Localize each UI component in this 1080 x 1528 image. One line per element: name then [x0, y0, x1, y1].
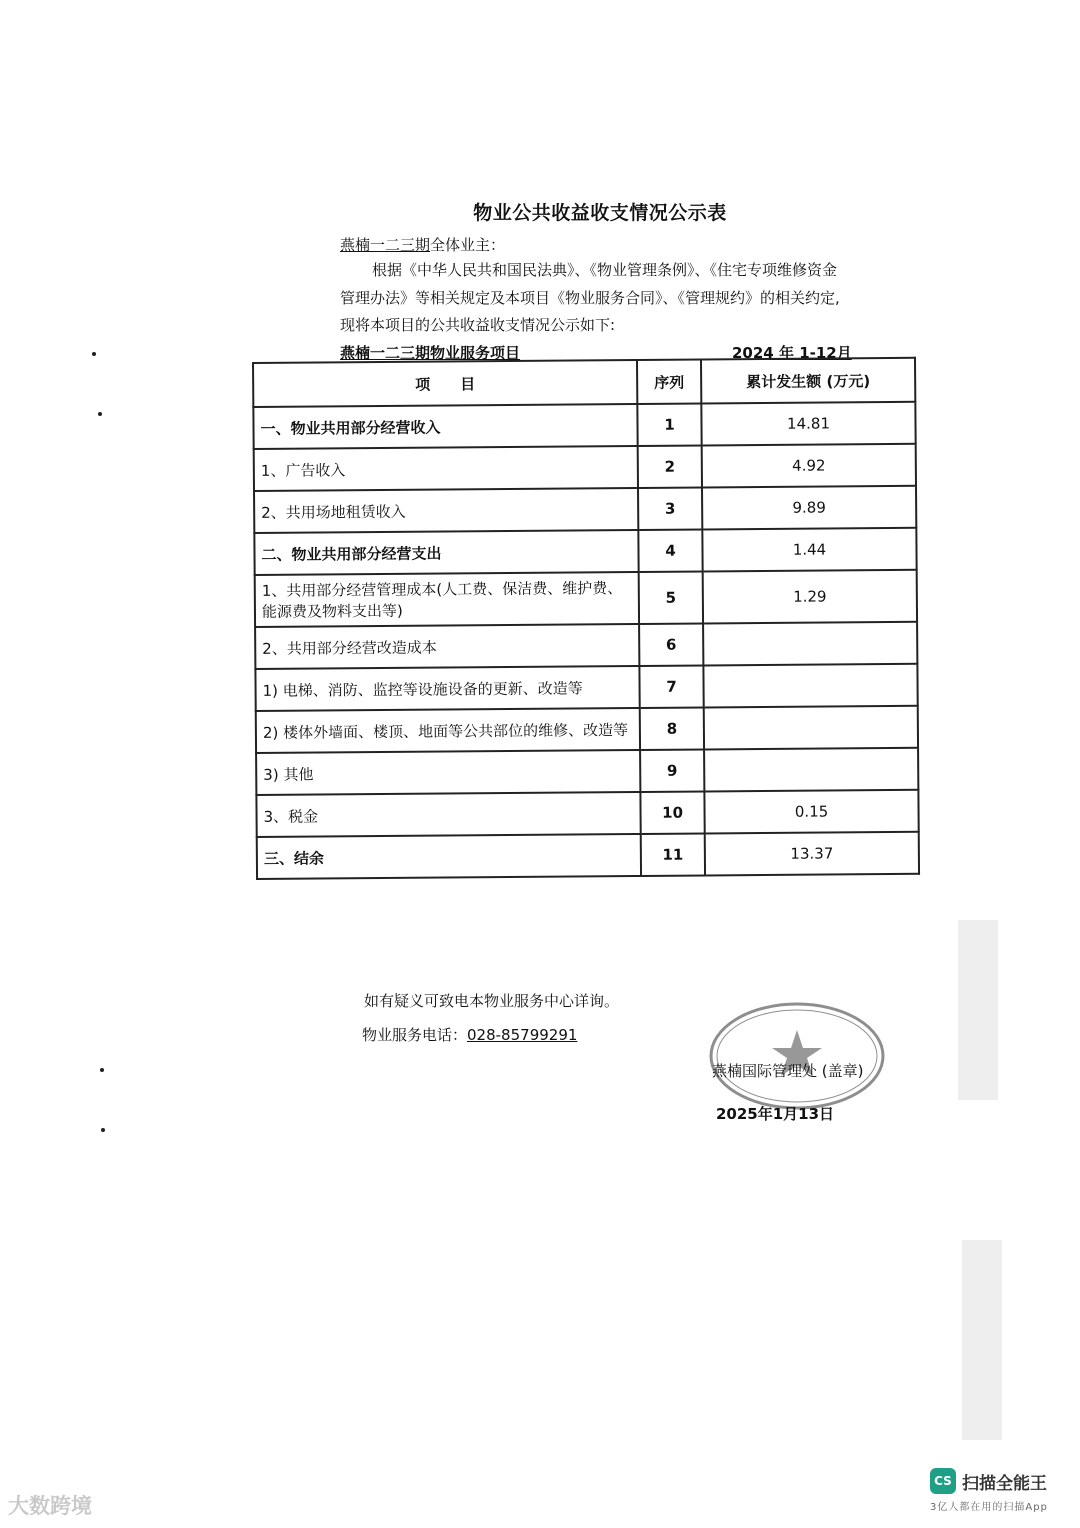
header-seq: 序列 [637, 359, 701, 404]
row-amount-cell [704, 748, 918, 792]
body-line-3: 现将本项目的公共收益收支情况公示如下: [340, 316, 616, 334]
row-item-cell: 2、共用场地租赁收入 [254, 488, 638, 533]
row-seq-cell: 4 [638, 529, 702, 572]
row-amount-cell: 14.81 [701, 402, 915, 446]
row-item-cell: 一、物业共用部分经营收入 [253, 404, 637, 449]
row-amount-cell: 1.44 [702, 528, 916, 572]
salutation-suffix: 全体业主： [430, 236, 506, 254]
document-title: 物业公共收益收支情况公示表 [473, 202, 727, 224]
header-amount: 累计发生额 (万元) [701, 358, 915, 404]
row-amount-cell [703, 664, 917, 708]
official-seal-stamp [708, 1000, 886, 1112]
project-name: 燕楠一二三期物业服务项目 [340, 344, 521, 362]
row-item-cell: 二、物业共用部分经营支出 [254, 530, 638, 575]
row-seq-cell: 1 [637, 403, 701, 446]
row-amount-cell: 4.92 [702, 444, 916, 488]
table-row [254, 444, 916, 491]
row-amount-cell: 13.37 [705, 832, 919, 876]
row-item-cell: 3) 其他 [256, 750, 640, 795]
row-seq-cell: 9 [640, 749, 704, 792]
scan-speck [101, 1128, 105, 1132]
table-header-row [253, 358, 915, 407]
scan-speck [92, 352, 96, 356]
report-period: 2024 年 1-12月 [732, 344, 852, 362]
header-item: 项 目 [253, 360, 637, 407]
scan-speck [100, 1068, 104, 1072]
scan-edge-smudge [958, 920, 998, 1100]
salutation-name: 燕楠一二三期 [340, 236, 431, 254]
row-seq-cell: 10 [640, 791, 704, 834]
table-row [253, 402, 915, 449]
row-item-cell: 三、结余 [257, 834, 641, 879]
row-seq-cell: 2 [638, 445, 702, 488]
phone-line [362, 1024, 577, 1045]
signer-label: 燕楠国际管理处 (盖章) [712, 1062, 864, 1080]
row-seq-cell: 8 [640, 707, 704, 750]
row-amount-cell: 9.89 [702, 486, 916, 530]
income-expense-table [252, 357, 920, 880]
table-row [256, 706, 918, 753]
row-seq-cell: 6 [639, 623, 703, 666]
table-row [254, 528, 916, 575]
row-seq-cell: 11 [641, 833, 705, 876]
table-body [253, 402, 919, 879]
signature-date: 2025年1月13日 [716, 1105, 835, 1123]
phone-number: 028-85799291 [467, 1026, 578, 1044]
row-item-cell: 2、共用部分经营改造成本 [255, 624, 639, 669]
table-row [254, 486, 916, 533]
row-item-cell: 1、广告收入 [254, 446, 638, 491]
table-row [255, 622, 917, 669]
row-amount-cell [704, 706, 918, 750]
row-item-cell: 1、共用部分经营管理成本(人工费、保洁费、维护费、能源费及物料支出等) [255, 572, 639, 627]
watermark-scanner-app [930, 1468, 1070, 1513]
table-row [257, 832, 919, 879]
body-line-2: 管理办法》等相关规定及本项目《物业服务合同》、《管理规约》的相关约定, [340, 289, 840, 307]
table-row [255, 664, 917, 711]
body-line-1: 根据《中华人民共和国民法典》、《物业管理条例》、《住宅专项维修资金 [372, 261, 838, 279]
row-seq-cell: 3 [638, 487, 702, 530]
phone-label: 物业服务电话： [362, 1026, 468, 1044]
scan-edge-smudge [962, 1240, 1002, 1440]
inquiry-note: 如有疑义可致电本物业服务中心详询。 [364, 992, 620, 1010]
row-amount-cell: 0.15 [704, 790, 918, 834]
scan-speck [98, 412, 102, 416]
table-row [256, 748, 918, 795]
row-amount-cell: 1.29 [703, 570, 917, 624]
camscanner-tagline: 3亿人都在用的扫描App [930, 1502, 1048, 1513]
camscanner-name: 扫描全能王 [962, 1473, 1047, 1494]
row-item-cell: 1) 电梯、消防、监控等设施设备的更新、改造等 [255, 666, 639, 711]
camscanner-logo-icon: CS [930, 1468, 956, 1494]
watermark-left [8, 1490, 92, 1520]
row-item-cell: 3、税金 [256, 792, 640, 837]
table-row [255, 570, 917, 627]
row-item-cell: 2) 楼体外墙面、楼顶、地面等公共部位的维修、改造等 [256, 708, 640, 753]
watermark-left-text: 大数跨境 [8, 1494, 92, 1518]
salutation [340, 234, 505, 255]
row-seq-cell: 5 [639, 571, 703, 624]
row-amount-cell [703, 622, 917, 666]
row-seq-cell: 7 [639, 665, 703, 708]
table-row [256, 790, 918, 837]
